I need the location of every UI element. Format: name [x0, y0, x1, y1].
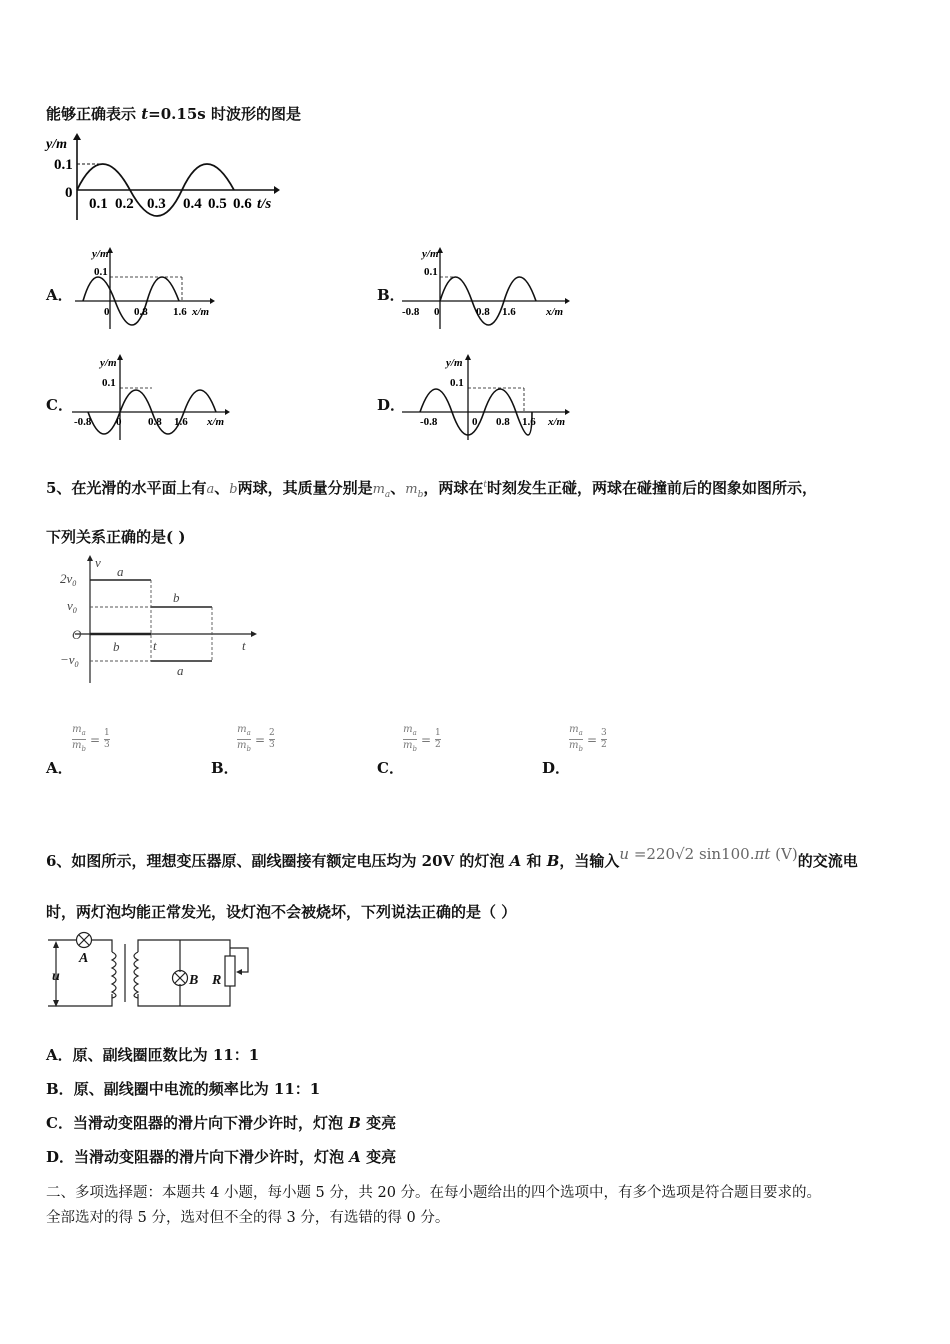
q4-main-xlabel: t/s: [257, 196, 272, 212]
q4-option-c-tick: 0.8: [148, 416, 162, 428]
q5-var-a: a: [206, 482, 215, 497]
q4-option-b-xlabel: x/m: [546, 306, 564, 318]
q6-secondary-coil: [134, 952, 138, 998]
q4-option-c-origin: 0: [116, 416, 122, 428]
q5-label-b-top: b: [173, 590, 180, 605]
q6-text: 6、如图所示，理想变压器原、副线圈接有额定电压均为 20V 的灯泡: [46, 852, 510, 870]
q4-option-b-label[interactable]: B．: [377, 286, 405, 304]
q4-option-c-tick: -0.8: [74, 416, 92, 428]
q6-label-r: R: [212, 973, 222, 988]
q4-option-d-graph[interactable]: [400, 352, 575, 442]
q5-label-a-bottom: a: [177, 663, 184, 678]
q5-t-mark: t: [153, 638, 157, 653]
q4-option-b-tick: 0.8: [476, 306, 490, 318]
q6-label-u: u: [52, 969, 60, 984]
q4-option-c-ytick: 0.1: [102, 377, 116, 389]
q4-main-origin: 0: [65, 185, 73, 201]
q4-stem-prefix: 能够正确表示: [46, 105, 142, 123]
q4-main-ytick: 0.1: [54, 157, 73, 173]
q4-option-d-xlabel: x/m: [548, 416, 566, 428]
q5-option-a-formula: $\frac{m_a}{m_b}$ = $\frac{1}{3}$: [72, 724, 110, 753]
q4-option-b-graph[interactable]: [400, 245, 575, 330]
q5-sub-b: b: [417, 490, 424, 500]
q5-y-v0: $v_0$: [67, 598, 77, 615]
q6-option-d-text-end: 变亮: [360, 1148, 397, 1166]
q6-option-c-label: C．: [46, 1114, 73, 1132]
q4-option-b-tick: 1.6: [502, 306, 516, 318]
q6-option-c[interactable]: [46, 1112, 396, 1133]
q6-option-c-text: 当滑动变阻器的滑片向下滑少许时，灯泡: [72, 1114, 349, 1132]
q4-main-xtick: 0.3: [147, 196, 166, 212]
q5-label-b-bottom: b: [113, 639, 120, 654]
q6-option-b[interactable]: [46, 1078, 320, 1099]
q6-option-d[interactable]: [46, 1146, 396, 1167]
q6-option-a-text: 原、副线圈匝数比为 11：1: [72, 1046, 260, 1064]
q4-main-xtick: 0.2: [115, 196, 134, 212]
q4-main-ylabel: y/m: [46, 137, 67, 152]
q5-var-mb: m: [405, 482, 418, 497]
q5-sep: 、: [214, 479, 230, 497]
q4-option-b-tick: -0.8: [402, 306, 420, 318]
q4-option-a-label[interactable]: A．: [46, 286, 73, 304]
q5-t-axis-label: t: [242, 638, 246, 653]
q4-option-d-origin: 0: [472, 416, 478, 428]
q4-main-xtick: 0.1: [89, 196, 108, 212]
q4-option-b-ytick: 0.1: [424, 266, 438, 278]
q4-option-a-graph[interactable]: [70, 245, 220, 330]
q5-y-2v0: $2v_0$: [60, 571, 77, 588]
q6-stem-line2: 时，两灯泡均能正常发光，设灯泡不会被烧坏，下列说法正确的是（ ）: [46, 903, 517, 921]
q6-label-a: A: [79, 951, 89, 966]
q5-option-d-label[interactable]: D．: [542, 759, 571, 777]
q4-main-graph: [40, 132, 280, 222]
q5-text: 5、在光滑的水平面上有: [46, 479, 207, 497]
q6-rheostat: [225, 956, 235, 986]
q4-main-xtick: 0.4: [183, 196, 202, 212]
q5-option-c-formula: $\frac{m_a}{m_b}$ = $\frac{1}{2}$: [403, 724, 441, 753]
q5-option-d-formula: $\frac{m_a}{m_b}$ = $\frac{3}{2}$: [569, 724, 607, 753]
q6-option-d-var: A: [349, 1148, 361, 1166]
q4-option-b-origin: 0: [434, 306, 440, 318]
q4-main-xtick: 0.5: [208, 196, 227, 212]
q5-text: 两球，其质量分别是: [237, 479, 373, 497]
q4-option-d-tick: -0.8: [420, 416, 438, 428]
q6-option-a-label: A．: [46, 1046, 73, 1064]
q5-var-b: b: [229, 482, 238, 497]
section2-heading-line1: 二、多项选择题：本题共 4 小题，每小题 5 分，共 20 分。在每小题给出的四个选项中，有多个选项是符合题目要求的。: [46, 1185, 822, 1201]
q6-primary-coil: [112, 952, 116, 998]
q4-option-d-ytick: 0.1: [450, 377, 464, 389]
q4-option-a-xlabel: x/m: [192, 306, 210, 318]
q4-option-d-tick: 1.6: [522, 416, 536, 428]
q4-option-c-ylabel: y/m: [100, 357, 117, 369]
section2-heading-line2: 全部选对的得 5 分，选对但不全的得 3 分，有选错的得 0 分。: [46, 1210, 450, 1226]
q5-sep: 、: [390, 479, 406, 497]
q5-text: 时刻发生正碰，两球在碰撞前后的图象如图所示，: [487, 479, 818, 497]
q5-text: ，两球在: [423, 479, 484, 497]
q6-option-d-label: D．: [46, 1148, 75, 1166]
q4-option-d-ylabel: y/m: [446, 357, 463, 369]
q5-stem-line2: 下列关系正确的是( ): [46, 528, 186, 546]
q5-origin-label: O: [72, 627, 82, 642]
q6-option-a[interactable]: [46, 1044, 259, 1065]
q5-option-c-label[interactable]: C．: [377, 759, 404, 777]
q6-rheostat-slider: [230, 948, 248, 972]
q4-option-a-tick: 0.8: [134, 306, 148, 318]
q4-option-c-graph[interactable]: [70, 352, 235, 442]
q5-option-b-formula: $\frac{m_a}{m_b}$ = $\frac{2}{3}$: [237, 724, 275, 753]
q4-option-a-ytick: 0.1: [94, 266, 108, 278]
q6-text: 的交流电: [797, 852, 858, 870]
q6-stem-line1: [46, 845, 858, 871]
q6-formula: u =220√2 sin100.πt (V): [619, 845, 798, 863]
q4-option-a-origin: 0: [104, 306, 110, 318]
q6-lamp-b: B: [546, 852, 560, 870]
q6-label-b: B: [189, 973, 199, 988]
q4-option-d-tick: 0.8: [496, 416, 510, 428]
q4-option-c-label[interactable]: C．: [46, 396, 73, 414]
q6-option-b-label: B．: [46, 1080, 74, 1098]
q5-v-axis-label: v: [95, 555, 101, 570]
q5-y-neg-v0: $-v_0$: [60, 652, 79, 669]
q5-sub-a: a: [384, 490, 391, 500]
q6-option-c-var: B: [348, 1114, 361, 1132]
q6-option-d-text: 当滑动变阻器的滑片向下滑少许时，灯泡: [74, 1148, 350, 1166]
q5-var-t: t: [483, 480, 488, 490]
q4-option-c-xlabel: x/m: [207, 416, 225, 428]
q4-option-c-tick: 1.6: [174, 416, 188, 428]
q5-option-b-label[interactable]: B．: [211, 759, 239, 777]
q6-text: ，当输入: [559, 852, 620, 870]
q4-option-a-tick: 1.6: [173, 306, 187, 318]
q6-option-b-text: 原、副线圈中电流的频率比为 11：1: [73, 1080, 321, 1098]
q4-option-a-ylabel: y/m: [92, 248, 109, 260]
q6-circuit-diagram: [40, 930, 270, 1015]
q4-stem-suffix: =0.15s 时波形的图是: [148, 105, 301, 123]
q4-main-xtick: 0.6: [233, 196, 252, 212]
q6-option-c-text-end: 变亮: [360, 1114, 397, 1132]
q5-stem-line1: [46, 477, 817, 500]
q4-option-d-label[interactable]: D．: [377, 396, 406, 414]
q5-vt-graph: [55, 555, 265, 685]
q5-var-ma: m: [372, 482, 385, 497]
q6-text: 和: [521, 852, 547, 870]
q4-stem-var: t: [141, 105, 149, 123]
q6-lamp-a: A: [509, 852, 522, 870]
q5-label-a-top: a: [117, 564, 124, 579]
q5-option-a-label[interactable]: A．: [46, 759, 73, 777]
q4-stem: [46, 103, 301, 124]
q4-option-b-ylabel: y/m: [422, 248, 439, 260]
